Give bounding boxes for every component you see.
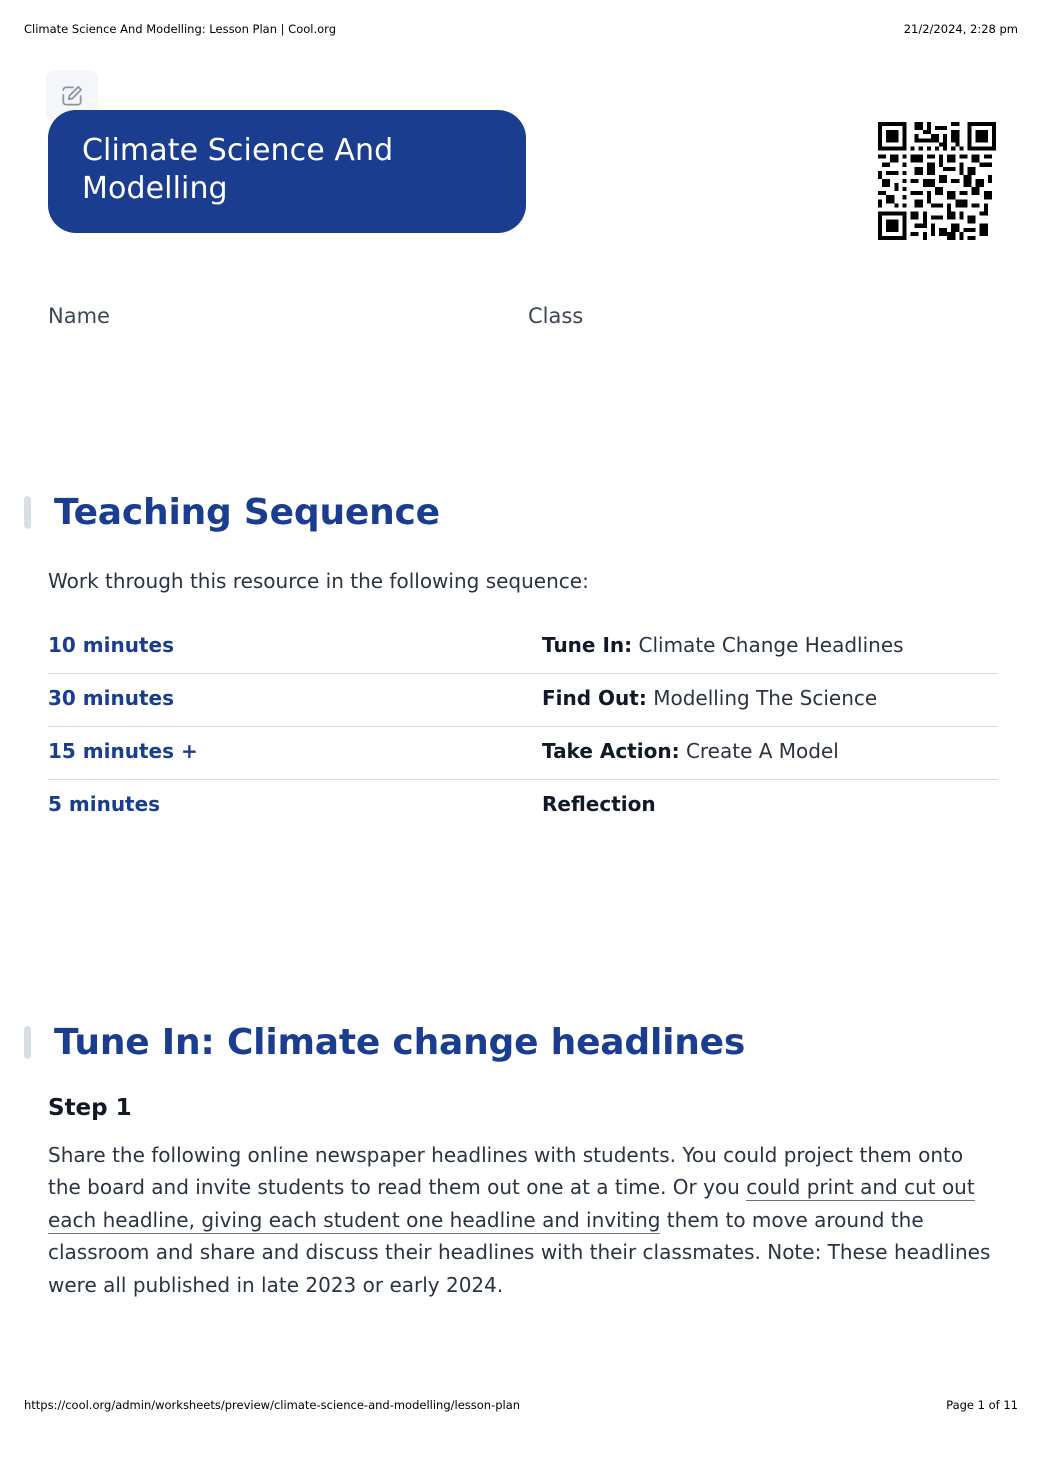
name-field-label: Name bbox=[48, 304, 110, 328]
step-body-underlined: could print and cut out each headline, giving each student one headline and inviting bbox=[48, 1175, 975, 1232]
table-row bbox=[48, 674, 998, 727]
print-header-title: Climate Science And Modelling: Lesson Plan | Cool.org bbox=[24, 22, 336, 36]
sequence-duration: 5 minutes bbox=[48, 792, 161, 816]
sequence-phase: Find Out: bbox=[542, 686, 647, 710]
teaching-sequence-section bbox=[24, 490, 1018, 832]
table-row bbox=[48, 621, 998, 674]
sequence-activity-title: Create A Model bbox=[685, 739, 839, 763]
print-footer-pagenumber: Page 1 of 11 bbox=[946, 1398, 1018, 1412]
student-fields-row bbox=[48, 304, 994, 328]
step-body-part-1: Share the following online newspaper headlines with students. You could project them onto the board and invite students to read them out one at a time. Or you bbox=[48, 1143, 964, 1200]
sequence-activity bbox=[542, 633, 904, 657]
print-header bbox=[24, 22, 1018, 36]
print-header-timestamp: 21/2/2024, 2:28 pm bbox=[903, 22, 1018, 36]
sequence-duration: 30 minutes bbox=[48, 686, 174, 710]
table-row bbox=[48, 727, 998, 780]
sequence-phase: Take Action: bbox=[542, 739, 680, 763]
page-title: Climate Science And Modelling bbox=[82, 133, 394, 207]
sequence-duration: 10 minutes bbox=[48, 633, 174, 657]
print-footer bbox=[24, 1398, 1018, 1412]
step-body bbox=[48, 1139, 998, 1301]
teaching-sequence-intro: Work through this resource in the following sequence: bbox=[48, 569, 589, 593]
lesson-title-pill bbox=[48, 110, 526, 233]
table-row bbox=[48, 780, 998, 832]
sequence-activity bbox=[542, 792, 656, 816]
edit-pencil-square-icon bbox=[59, 83, 85, 109]
sequence-activity-title: Climate Change Headlines bbox=[638, 633, 904, 657]
class-field-label: Class bbox=[528, 304, 584, 328]
sequence-activity bbox=[542, 686, 877, 710]
tune-in-heading-wrap bbox=[24, 1020, 1018, 1065]
teaching-sequence-heading-wrap bbox=[24, 490, 1018, 535]
step-label: Step 1 bbox=[48, 1095, 132, 1121]
sequence-phase: Reflection bbox=[542, 792, 656, 816]
tune-in-section bbox=[24, 1020, 1018, 1301]
sequence-activity-title: Modelling The Science bbox=[653, 686, 878, 710]
qr-code-icon bbox=[878, 122, 996, 240]
sequence-phase: Tune In: bbox=[542, 633, 633, 657]
teaching-sequence-heading: Teaching Sequence bbox=[54, 492, 440, 533]
tune-in-heading: Tune In: Climate change headlines bbox=[54, 1022, 746, 1063]
teaching-sequence-table bbox=[48, 621, 998, 832]
sequence-activity bbox=[542, 739, 839, 763]
sequence-duration: 15 minutes + bbox=[48, 739, 198, 763]
step-body-part-2: them to move around the classroom and share and discuss their headlines with their classmates. Note: These headlines were all published in late 2023 or early 2024. bbox=[48, 1207, 991, 1297]
print-footer-url: https://cool.org/admin/worksheets/preview/climate-science-and-modelling/lesson-plan bbox=[24, 1398, 521, 1412]
document-page bbox=[24, 60, 1018, 1380]
